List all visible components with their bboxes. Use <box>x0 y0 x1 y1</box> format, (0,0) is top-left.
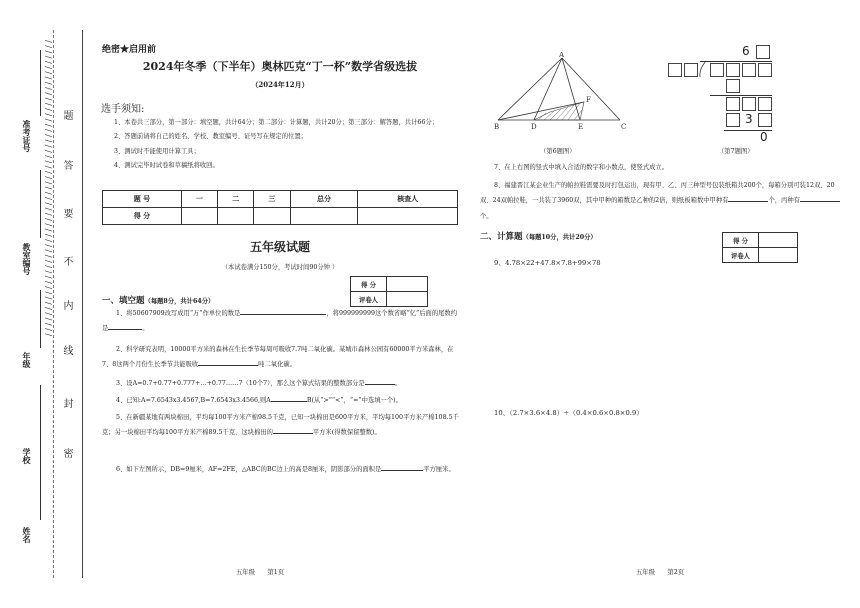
section2-title: 二、计算题（每题10分，共计20分） <box>480 232 597 242</box>
score-cell[interactable] <box>254 208 290 225</box>
question-5: 5、在新疆某地有两块棉田，平均每100平方米产棉98.5千克，已知一块棉田是600平方米，平均每100平方米产棉108.5千克；另一块棉田平均每100平方米产棉89.5千克，这块棉田的 平方米(得数保留整数)。 <box>102 414 459 437</box>
answer-blank[interactable] <box>108 322 142 330</box>
score-header: 核查人 <box>358 191 458 208</box>
school-line <box>40 385 41 440</box>
seal-char-5: 不 <box>61 256 72 266</box>
score-cell[interactable] <box>218 208 254 225</box>
seal-char-1: 密 <box>61 448 72 458</box>
question-7: 7、在上右图的竖式中填入合适的数字和小数点，使竖式成立。 <box>494 164 669 171</box>
answer-blank[interactable] <box>198 358 258 366</box>
field-label-grade: 年级 <box>22 352 32 368</box>
label-d: D <box>531 123 537 131</box>
question-8: 8、福建晋江某企业生产的帕拉鞋需要及时打包运出，现有甲、乙、丙三种型号包装纸箱共200个，每箱分别可装12双、20双、24双帕拉鞋，一共装了3960双，其中甲种的箱数是乙种的2倍，则纸板箱数中甲种有 个，丙种有个。 <box>480 178 840 224</box>
question-6: 6、如下左图所示，DB=9厘米，AF=2FE，△ABC的BC边上的高是8厘米，阴影部分的面积是 平方厘米。 <box>102 462 460 477</box>
label-e: E <box>578 123 584 131</box>
digit-box[interactable] <box>758 97 772 111</box>
digit-box[interactable] <box>710 63 724 77</box>
id-line <box>40 50 41 116</box>
answer-blank[interactable] <box>365 377 395 385</box>
digit-box[interactable] <box>758 113 772 127</box>
section2-score-box <box>722 232 798 263</box>
seal-char-6: 要 <box>61 208 72 218</box>
digit-box[interactable] <box>684 63 698 77</box>
digit-box[interactable] <box>758 63 772 77</box>
digit-box[interactable] <box>726 113 740 127</box>
footer-right: 五年级 第2页 <box>636 569 685 576</box>
field-label-id: 准考证号 <box>22 120 32 152</box>
score-row-label: 得 分 <box>103 208 182 225</box>
score-header: 题 号 <box>103 191 182 208</box>
field-label-room: 教室编号 <box>22 243 32 275</box>
mini-score-cell[interactable] <box>387 277 428 292</box>
digit-box[interactable] <box>726 63 740 77</box>
digit-box[interactable] <box>726 97 740 111</box>
score-cell[interactable] <box>358 208 458 225</box>
quotient-digit-6: 6 <box>742 44 750 58</box>
seal-char-2: 封 <box>61 398 72 408</box>
seal-char-4: 内 <box>61 300 72 310</box>
score-table <box>102 190 458 225</box>
mini-reviewer-cell[interactable] <box>759 248 798 263</box>
binding-strip <box>0 0 88 608</box>
field-label-name: 姓名 <box>22 527 32 543</box>
secret-label: 绝密★启用前 <box>102 45 157 55</box>
division-top-bar <box>700 61 772 62</box>
question-4: 4、已知:A=7.6543x3.4567,B=7.6543x3.4566,则A B(从“>”“<”，“=”中选填一个)。 <box>102 393 460 408</box>
label-f: F <box>586 96 591 104</box>
score-header: 总分 <box>290 191 358 208</box>
notice-item: 1、本卷共三部分，第一部分：填空题，共计64分；第二部分：计算题，共计20分；第三部分：解答题，共计66分； <box>114 119 438 126</box>
seal-char-8: 题 <box>61 110 72 120</box>
digit-3: 3 <box>745 112 753 126</box>
remainder-digit-0: 0 <box>760 130 768 144</box>
name-line <box>40 440 41 520</box>
question-9: 9、4.78×22+47.8×7.8+99×78 <box>494 259 601 267</box>
digit-box[interactable] <box>668 63 682 77</box>
notice-heading: 选手须知: <box>101 104 145 115</box>
score-cell[interactable] <box>290 208 358 225</box>
notice-item: 3、测试时不能使用计算工具； <box>114 147 200 155</box>
notice-list <box>102 116 458 174</box>
label-c: C <box>621 123 627 131</box>
digit-box[interactable] <box>742 97 756 111</box>
division-line-1 <box>710 95 772 96</box>
segment-ad <box>534 58 562 120</box>
label-a: A <box>559 52 565 59</box>
score-header: 三 <box>254 191 290 208</box>
exam-note: （本试卷满分150分，考试时间90分钟 ） <box>221 264 339 271</box>
notice-item: 2、答题前请将自己的姓名、学校、教室编号、证号写在规定的位置； <box>114 133 307 141</box>
question-10: 10、（2.7×3.6×4.8）÷（0.4×0.6×0.8×0.9） <box>494 409 644 417</box>
question-2: 2、科学研究表明，10000平方米的森林在生长季节每周可吸收7.7吨二氧化碳。某城市森林公园有60000平方米森林，在7、8这两个月份生长季节共能吸收 吨二氧化碳。 <box>102 346 454 369</box>
answer-blank[interactable] <box>800 194 840 202</box>
mini-reviewer-label: 评卷人 <box>351 292 387 307</box>
score-cell[interactable] <box>181 208 217 225</box>
fold-solid-line <box>82 30 83 578</box>
footer-left: 五年级 第1页 <box>236 569 285 576</box>
answer-blank[interactable] <box>240 307 326 315</box>
answer-blank[interactable] <box>273 426 313 434</box>
digit-box[interactable] <box>726 79 740 93</box>
label-b: B <box>494 123 500 131</box>
question-3: 3、设A=0.7+0.77+0.777+…+0.77……7（10个7），那么这个算式结果的整数部分是 。 <box>102 376 460 391</box>
binding-dots: / / / / / / / / / / / / / / / / / / / / / / / / / / / / / / / / / / / / / / / / / / / / / / / / / / / / / / / / / <box>44 40 53 337</box>
grade-line <box>40 290 41 348</box>
mini-score-cell[interactable] <box>759 233 798 248</box>
section1-score-box <box>350 276 428 307</box>
score-header: 一 <box>181 191 217 208</box>
mini-reviewer-cell[interactable] <box>387 292 428 307</box>
exam-date: （2024年12月） <box>251 80 309 89</box>
digit-box[interactable] <box>756 45 770 59</box>
score-header: 二 <box>218 191 254 208</box>
mini-reviewer-label: 评卷人 <box>723 248 759 263</box>
digit-box[interactable] <box>742 63 756 77</box>
side-ab <box>498 58 562 120</box>
question-1: 1、将50607909改写成用“万”作单位的数是 ，将999999999这个数省略“亿”后面的尾数约是 。 <box>102 306 460 337</box>
fold-dashed-line <box>53 30 54 578</box>
seal-char-7: 答 <box>61 160 72 170</box>
room-line <box>40 170 41 238</box>
answer-blank[interactable] <box>728 194 768 202</box>
notice-item: 4、测试完毕时试卷和草稿纸将收回。 <box>114 162 219 170</box>
figure-6-caption: （第6题图） <box>540 148 576 155</box>
answer-blank[interactable] <box>271 394 307 402</box>
mini-score-label: 得 分 <box>723 233 759 248</box>
field-label-school: 学校 <box>22 448 32 464</box>
grade-title: 五年级试题 <box>249 240 310 254</box>
division-bracket <box>698 60 708 78</box>
seal-char-3: 线 <box>61 345 72 355</box>
figure-7-caption: （第7题图） <box>718 148 754 155</box>
section1-title: 一、填空题（每题8分，共计64分） <box>102 296 215 306</box>
figure-6 <box>494 52 630 134</box>
mini-score-label: 得 分 <box>351 277 387 292</box>
answer-blank[interactable] <box>381 463 423 471</box>
exam-title: 2024年冬季（下半年）奥林匹克“丁一杯”数学省级选拔 <box>142 60 418 73</box>
